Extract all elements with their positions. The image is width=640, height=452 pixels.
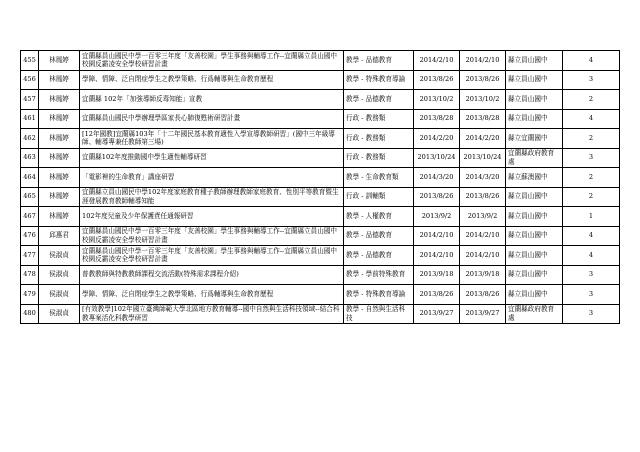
start-date: 2014/3/20: [414, 168, 460, 188]
teacher-name: 林鳳婷: [39, 70, 80, 90]
table-row: [21, 90, 620, 110]
course-category: 行政 - 教務類: [344, 148, 414, 168]
teacher-name: 林鳳婷: [39, 51, 80, 71]
organizer: 縣立員山國中: [506, 246, 563, 266]
table-row: [21, 226, 620, 246]
record-number: 467: [21, 207, 39, 227]
hours: 2: [563, 168, 620, 188]
course-category: 教學 - 學前特殊教育: [344, 265, 414, 285]
start-date: 2013/8/28: [414, 109, 460, 129]
organizer: 宜蘭縣政府教育處: [506, 148, 563, 168]
hours: 2: [563, 187, 620, 207]
course-title: 宜蘭縣員山國民中學一百零三年度「友善校園」學生事務與輔導工作--宜蘭縣立員山國中校園反霸凌安全學校研習計畫: [80, 246, 344, 266]
hours: 4: [563, 51, 620, 71]
organizer: 縣立員山國中: [506, 70, 563, 90]
teacher-name: 林鳳婷: [39, 129, 80, 149]
hours: 3: [563, 265, 620, 285]
table-row: [21, 304, 620, 324]
end-date: 2013/8/28: [460, 109, 506, 129]
teacher-name: 侯淑貞: [39, 246, 80, 266]
table-row: [21, 207, 620, 227]
teacher-name: 林鳳婷: [39, 207, 80, 227]
end-date: 2013/10/2: [460, 90, 506, 110]
table-row: [21, 265, 620, 285]
organizer: 縣立員山國中: [506, 109, 563, 129]
teacher-name: 侯淑貞: [39, 285, 80, 305]
end-date: 2014/2/10: [460, 246, 506, 266]
course-category: 教學 - 特殊教育導論: [344, 285, 414, 305]
start-date: 2013/10/2: [414, 90, 460, 110]
table-row: [21, 187, 620, 207]
end-date: 2013/8/26: [460, 285, 506, 305]
teacher-name: 邱惠君: [39, 226, 80, 246]
organizer: 縣立員山國中: [506, 265, 563, 285]
record-number: 476: [21, 226, 39, 246]
record-number: 464: [21, 168, 39, 188]
organizer: 縣立蘇澳國中: [506, 168, 563, 188]
end-date: 2013/9/27: [460, 304, 506, 324]
teacher-name: 林鳳婷: [39, 168, 80, 188]
hours: 1: [563, 207, 620, 227]
hours: 4: [563, 246, 620, 266]
hours: 3: [563, 148, 620, 168]
organizer: 縣立員山國中: [506, 51, 563, 71]
hours: 4: [563, 109, 620, 129]
end-date: 2013/8/26: [460, 187, 506, 207]
training-records-table: [20, 50, 620, 324]
start-date: 2013/9/18: [414, 265, 460, 285]
course-title: 宜蘭縣員山國民中學一百零三年度「友善校園」學生事務與輔導工作--宜蘭縣立員山國中校園反霸凌安全學校研習計畫: [80, 51, 344, 71]
organizer: 宜蘭縣政府教育處: [506, 304, 563, 324]
table-row: [21, 70, 620, 90]
course-title: [12年國教]宜蘭縣103年「十二年國民基本教育適性入學宣導教師研習」(國中三年級導師、輔導專兼任教師第三場): [80, 129, 344, 149]
course-title: [有效教學]102年國立臺灣師範大學北區地方教育輔導--國中自然與生活科技領域--結合科教專案活化科教學研習: [80, 304, 344, 324]
organizer: 縣立員山國中: [506, 207, 563, 227]
course-category: 教學 - 品德教育: [344, 90, 414, 110]
course-category: 行政 - 教務類: [344, 129, 414, 149]
end-date: 2013/9/18: [460, 265, 506, 285]
course-category: 教學 - 品德教育: [344, 51, 414, 71]
table-row: [21, 285, 620, 305]
course-category: 教學 - 品德教育: [344, 226, 414, 246]
organizer: 縣立員山國中: [506, 226, 563, 246]
course-title: 學障、情障、泛自閉症學生之教學策略、行爲輔導與生命教育歷程: [80, 285, 344, 305]
hours: 3: [563, 304, 620, 324]
table-row: [21, 51, 620, 71]
table-row: [21, 129, 620, 149]
end-date: 2013/9/2: [460, 207, 506, 227]
course-title: 宜蘭縣 102年「加強導師反毒知能」宣教: [80, 90, 344, 110]
end-date: 2013/8/26: [460, 70, 506, 90]
start-date: 2013/10/24: [414, 148, 460, 168]
end-date: 2013/10/24: [460, 148, 506, 168]
teacher-name: 侯淑貞: [39, 304, 80, 324]
start-date: 2014/2/10: [414, 226, 460, 246]
course-category: 教學 - 品德教育: [344, 246, 414, 266]
course-category: 行政 - 教務類: [344, 109, 414, 129]
start-date: 2013/9/27: [414, 304, 460, 324]
record-number: 477: [21, 246, 39, 266]
table-row: [21, 148, 620, 168]
teacher-name: 林鳳婷: [39, 90, 80, 110]
hours: 3: [563, 285, 620, 305]
course-category: 教學 - 特殊教育導論: [344, 70, 414, 90]
organizer: 縣立宜蘭國中: [506, 129, 563, 149]
record-number: 465: [21, 187, 39, 207]
course-title: 宜蘭縣員山國民中學一百零三年度「友善校園」學生事務與輔導工作--宜蘭縣立員山國中校園反霸凌安全學校研習計畫: [80, 226, 344, 246]
organizer: 縣立員山國中: [506, 187, 563, 207]
start-date: 2013/8/26: [414, 285, 460, 305]
start-date: 2013/9/2: [414, 207, 460, 227]
course-category: 教學 - 自然與生活科技: [344, 304, 414, 324]
table-row: [21, 109, 620, 129]
course-title: 102年度兒童及少年保護責任通報研習: [80, 207, 344, 227]
start-date: 2013/8/26: [414, 187, 460, 207]
teacher-name: 林鳳婷: [39, 187, 80, 207]
teacher-name: 林鳳婷: [39, 148, 80, 168]
record-number: 479: [21, 285, 39, 305]
start-date: 2013/8/26: [414, 70, 460, 90]
course-title: 學障、情障、泛自閉症學生之教學策略、行爲輔導與生命教育歷程: [80, 70, 344, 90]
course-title: 宜蘭縣員山國民中學辦理學區家長心肺復甦術研習計畫: [80, 109, 344, 129]
course-category: 教學 - 生命教育類: [344, 168, 414, 188]
record-number: 457: [21, 90, 39, 110]
end-date: 2014/3/20: [460, 168, 506, 188]
start-date: 2014/2/10: [414, 51, 460, 71]
end-date: 2014/2/20: [460, 129, 506, 149]
course-category: 行政 - 訓輔類: [344, 187, 414, 207]
course-title: 普教教師與特教教師課程交流活動(特殊需求課程介紹): [80, 265, 344, 285]
hours: 2: [563, 90, 620, 110]
organizer: 縣立員山國中: [506, 285, 563, 305]
course-title: 宜蘭縣立員山國民中學102年度家庭教育種子教師辦理教師家庭教育、性別平等教育暨生涯發展教育教師輔導知能: [80, 187, 344, 207]
course-category: 教學 - 人權教育: [344, 207, 414, 227]
hours: 3: [563, 70, 620, 90]
hours: 4: [563, 226, 620, 246]
course-title: 「電影裡的生命教育」講座研習: [80, 168, 344, 188]
record-number: 456: [21, 70, 39, 90]
hours: 2: [563, 129, 620, 149]
start-date: 2014/2/20: [414, 129, 460, 149]
teacher-name: 林鳳婷: [39, 109, 80, 129]
record-number: 478: [21, 265, 39, 285]
teacher-name: 侯淑貞: [39, 265, 80, 285]
record-number: 455: [21, 51, 39, 71]
end-date: 2014/2/10: [460, 51, 506, 71]
record-number: 461: [21, 109, 39, 129]
table-body: [21, 51, 620, 324]
record-number: 463: [21, 148, 39, 168]
table-row: [21, 246, 620, 266]
end-date: 2014/2/10: [460, 226, 506, 246]
start-date: 2014/2/10: [414, 246, 460, 266]
table-row: [21, 168, 620, 188]
record-number: 462: [21, 129, 39, 149]
record-number: 480: [21, 304, 39, 324]
course-title: 宜蘭縣102年度推動國中學生適性輔導研習: [80, 148, 344, 168]
organizer: 縣立員山國中: [506, 90, 563, 110]
